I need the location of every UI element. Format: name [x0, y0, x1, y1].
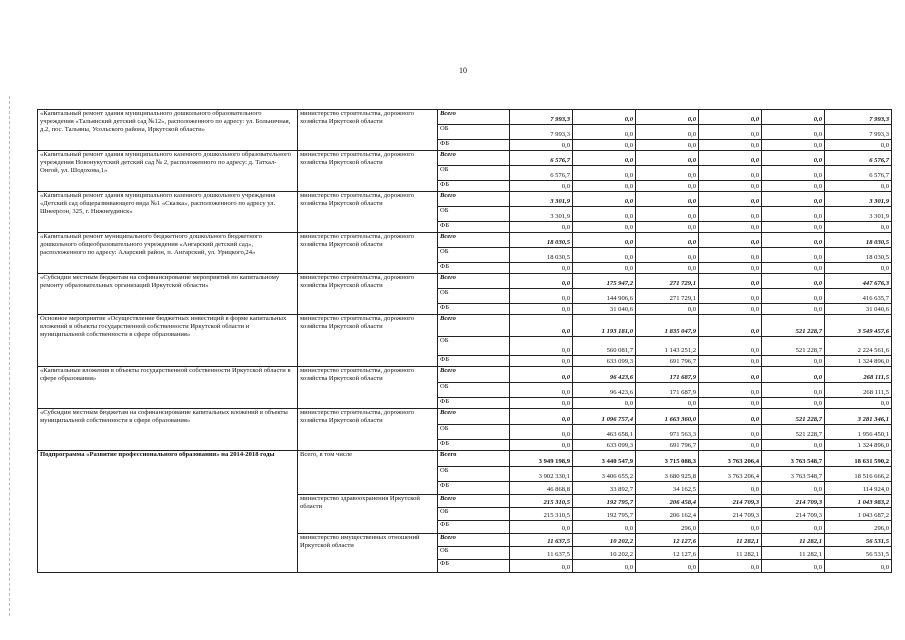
activity-name: «Капитальный ремонт здания муниципального казенного дошкольного учреждения «Детский сад общеразвивающего вида №1 «Сказка», расположенного по адресу ул. Шнеерсон, 325, г. Нижнеудинск» [38, 192, 298, 233]
source-cell: ФБ [438, 440, 510, 451]
value-cell: 691 796,7 [636, 356, 699, 367]
value-cell: 463 658,1 [573, 425, 636, 440]
value-cell: 0,0 [573, 560, 636, 573]
value-cell: 0,0 [573, 140, 636, 151]
value-cell: 0,0 [699, 263, 762, 274]
value-cell: 0,0 [699, 315, 762, 337]
value-cell: 0,0 [699, 125, 762, 140]
value-cell: 0,0 [573, 110, 636, 125]
value-cell: 12 127,6 [636, 547, 699, 560]
value-cell: 0,0 [510, 263, 573, 274]
value-cell: 31 040,6 [573, 304, 636, 315]
value-cell: 0,0 [636, 263, 699, 274]
table-row [38, 151, 892, 166]
source-cell: ФБ [438, 140, 510, 151]
value-cell: 10 202,2 [573, 534, 636, 547]
value-cell: 3 763 548,7 [762, 451, 825, 467]
value-cell: 0,0 [636, 181, 699, 192]
value-cell: 0,0 [636, 222, 699, 233]
value-cell: 0,0 [636, 151, 699, 166]
value-cell: 0,0 [636, 248, 699, 263]
responsible-executor: министерство строительства, дорожного хозяйства Иркутской области [298, 151, 438, 192]
value-cell: 0,0 [573, 207, 636, 222]
responsible-executor: министерство строительства, дорожного хозяйства Иркутской области [298, 367, 438, 409]
value-cell: 0,0 [573, 181, 636, 192]
value-cell: 0,0 [762, 166, 825, 181]
source-cell: ФБ [438, 521, 510, 534]
value-cell: 0,0 [510, 383, 573, 398]
responsible-executor: министерство имущественных отношений Иркутской области [298, 534, 438, 573]
value-cell: 521 228,7 [762, 315, 825, 337]
value-cell: 56 531,5 [825, 547, 892, 560]
value-cell: 416 635,7 [825, 289, 892, 304]
value-cell: 268 111,5 [825, 383, 892, 398]
value-cell: 11 637,5 [510, 547, 573, 560]
value-cell: 0,0 [636, 398, 699, 409]
source-cell: Всего [438, 495, 510, 508]
value-cell: 0,0 [636, 166, 699, 181]
table-row [38, 274, 892, 289]
value-cell: 0,0 [699, 151, 762, 166]
value-cell: 10 202,2 [573, 547, 636, 560]
value-cell: 0,0 [825, 398, 892, 409]
value-cell: 560 081,7 [573, 337, 636, 356]
value-cell: 3 763 206,4 [699, 467, 762, 482]
value-cell: 3 406 655,2 [573, 467, 636, 482]
value-cell: 18 030,5 [825, 233, 892, 248]
value-cell: 1 193 181,0 [573, 315, 636, 337]
value-cell: 0,0 [510, 425, 573, 440]
responsible-executor: министерство строительства, дорожного хозяйства Иркутской области [298, 274, 438, 315]
value-cell: 0,0 [825, 560, 892, 573]
value-cell: 0,0 [636, 110, 699, 125]
value-cell: 3 902 330,1 [510, 467, 573, 482]
value-cell: 271 729,1 [636, 274, 699, 289]
value-cell: 521 228,7 [762, 409, 825, 425]
value-cell: 1 096 757,4 [573, 409, 636, 425]
value-cell: 0,0 [573, 398, 636, 409]
value-cell: 144 906,6 [573, 289, 636, 304]
value-cell: 0,0 [762, 289, 825, 304]
source-cell: Всего [438, 315, 510, 337]
value-cell: 214 709,3 [762, 508, 825, 521]
value-cell: 633 099,3 [573, 440, 636, 451]
margin-line [9, 96, 10, 616]
value-cell: 214 709,3 [699, 508, 762, 521]
value-cell: 0,0 [636, 140, 699, 151]
value-cell: 0,0 [510, 560, 573, 573]
value-cell: 0,0 [762, 304, 825, 315]
value-cell: 171 687,9 [636, 367, 699, 383]
value-cell: 0,0 [699, 367, 762, 383]
value-cell: 0,0 [510, 181, 573, 192]
value-cell: 0,0 [762, 560, 825, 573]
value-cell: 0,0 [573, 151, 636, 166]
source-cell: ОБ [438, 467, 510, 482]
value-cell: 0,0 [573, 248, 636, 263]
source-cell: Всего [438, 367, 510, 383]
value-cell: 3 680 925,8 [636, 467, 699, 482]
responsible-executor: министерство строительства, дорожного хозяйства Иркутской области [298, 192, 438, 233]
activity-name: «Субсидии местным бюджетам на софинансирование мероприятий по капитальному ремонту образовательных организаций Иркутской области» [38, 274, 298, 315]
value-cell: 0,0 [636, 192, 699, 207]
source-cell: ОБ [438, 508, 510, 521]
value-cell: 18 030,5 [510, 248, 573, 263]
activity-name: «Капитальный ремонт муниципального бюджетного дошкольного бюджетного дошкольного общеобразовательного учреждения «Ангарский детский сад», расположенного по адресу: Аларский район, п. Ангарский, ул. Урицкого,24» [38, 233, 298, 274]
value-cell: 0,0 [699, 248, 762, 263]
value-cell: 206 162,4 [636, 508, 699, 521]
value-cell: 3 763 548,7 [762, 467, 825, 482]
value-cell: 521 228,7 [762, 425, 825, 440]
value-cell: 0,0 [762, 440, 825, 451]
source-cell: ФБ [438, 398, 510, 409]
value-cell: 0,0 [762, 192, 825, 207]
value-cell: 296,0 [636, 521, 699, 534]
table-body [38, 110, 892, 573]
source-cell: ФБ [438, 482, 510, 495]
value-cell: 214 709,3 [762, 495, 825, 508]
value-cell: 0,0 [510, 337, 573, 356]
value-cell: 0,0 [699, 560, 762, 573]
value-cell: 0,0 [636, 207, 699, 222]
value-cell: 96 423,6 [573, 367, 636, 383]
page-number: 10 [459, 66, 467, 75]
responsible-executor: министерство строительства, дорожного хозяйства Иркутской области [298, 233, 438, 274]
value-cell: 3 301,9 [825, 192, 892, 207]
value-cell: 0,0 [825, 140, 892, 151]
source-cell: ОБ [438, 166, 510, 181]
value-cell: 18 631 590,2 [825, 451, 892, 467]
activity-name: «Капитальные вложения в объекты государственной собственности Иркутской области в сфере образования» [38, 367, 298, 409]
budget-table [37, 109, 892, 573]
value-cell: 3 549 457,6 [825, 315, 892, 337]
value-cell: 2 224 561,6 [825, 337, 892, 356]
value-cell: 971 563,3 [636, 425, 699, 440]
value-cell: 11 282,1 [699, 534, 762, 547]
source-cell: Всего [438, 151, 510, 166]
source-cell: ФБ [438, 304, 510, 315]
value-cell: 0,0 [573, 222, 636, 233]
value-cell: 0,0 [762, 222, 825, 233]
value-cell: 6 576,7 [825, 166, 892, 181]
value-cell: 0,0 [762, 521, 825, 534]
value-cell: 206 458,4 [636, 495, 699, 508]
value-cell: 0,0 [825, 263, 892, 274]
value-cell: 171 687,9 [636, 383, 699, 398]
value-cell: 46 868,8 [510, 482, 573, 495]
source-cell: ОБ [438, 289, 510, 304]
value-cell: 3 763 206,4 [699, 451, 762, 467]
value-cell: 0,0 [762, 110, 825, 125]
value-cell: 1 324 896,0 [825, 356, 892, 367]
value-cell: 0,0 [825, 222, 892, 233]
value-cell: 0,0 [825, 181, 892, 192]
value-cell: 0,0 [762, 482, 825, 495]
value-cell: 0,0 [510, 315, 573, 337]
activity-name: Основное мероприятие «Осуществление бюджетных инвестиций в форме капитальных вложений в объекты государственной собственности Иркутской области и муниципальной собственности в сфере образования» [38, 315, 298, 367]
value-cell: 7 993,3 [825, 125, 892, 140]
value-cell: 0,0 [699, 337, 762, 356]
value-cell: 192 795,7 [573, 508, 636, 521]
value-cell: 1 835 047,9 [636, 315, 699, 337]
value-cell: 11 637,5 [510, 534, 573, 547]
table-row [38, 110, 892, 125]
value-cell: 1 043 983,2 [825, 495, 892, 508]
value-cell: 6 576,7 [825, 151, 892, 166]
value-cell: 0,0 [699, 166, 762, 181]
value-cell: 633 099,3 [573, 356, 636, 367]
value-cell: 7 993,3 [510, 110, 573, 125]
value-cell: 0,0 [699, 383, 762, 398]
value-cell: 0,0 [699, 440, 762, 451]
responsible-executor: министерство строительства, дорожного хозяйства Иркутской области [298, 409, 438, 451]
value-cell: 0,0 [699, 409, 762, 425]
value-cell: 0,0 [699, 521, 762, 534]
value-cell: 0,0 [573, 192, 636, 207]
responsible-executor: Всего, в том числе [298, 451, 438, 495]
value-cell: 175 947,2 [573, 274, 636, 289]
table-row [38, 409, 892, 425]
value-cell: 0,0 [510, 521, 573, 534]
value-cell: 0,0 [699, 398, 762, 409]
value-cell: 3 440 547,9 [573, 451, 636, 467]
source-cell: Всего [438, 534, 510, 547]
responsible-executor: министерство здравоохранения Иркутской области [298, 495, 438, 534]
value-cell: 0,0 [699, 274, 762, 289]
value-cell: 214 709,3 [699, 495, 762, 508]
source-cell: Всего [438, 110, 510, 125]
responsible-executor: министерство строительства, дорожного хозяйства Иркутской области [298, 110, 438, 151]
value-cell: 31 040,6 [825, 304, 892, 315]
value-cell: 0,0 [699, 482, 762, 495]
value-cell: 0,0 [762, 383, 825, 398]
table-row [38, 233, 892, 248]
value-cell: 3 301,9 [510, 207, 573, 222]
value-cell: 215 310,5 [510, 495, 573, 508]
value-cell: 0,0 [699, 222, 762, 233]
source-cell: Всего [438, 409, 510, 425]
source-cell: Всего [438, 233, 510, 248]
value-cell: 268 111,5 [825, 367, 892, 383]
source-cell: Всего [438, 192, 510, 207]
value-cell: 33 892,7 [573, 482, 636, 495]
value-cell: 0,0 [636, 125, 699, 140]
value-cell: 0,0 [699, 192, 762, 207]
value-cell: 6 576,7 [510, 151, 573, 166]
value-cell: 0,0 [699, 233, 762, 248]
value-cell: 0,0 [510, 440, 573, 451]
source-cell: ОБ [438, 337, 510, 356]
value-cell: 1 324 896,0 [825, 440, 892, 451]
source-cell: ФБ [438, 181, 510, 192]
source-cell: ОБ [438, 207, 510, 222]
value-cell: 18 516 666,2 [825, 467, 892, 482]
value-cell: 0,0 [636, 304, 699, 315]
value-cell: 0,0 [762, 248, 825, 263]
value-cell: 11 282,1 [699, 547, 762, 560]
value-cell: 0,0 [762, 233, 825, 248]
value-cell: 114 924,0 [825, 482, 892, 495]
value-cell: 0,0 [699, 356, 762, 367]
value-cell: 0,0 [762, 140, 825, 151]
value-cell: 7 993,3 [825, 110, 892, 125]
value-cell: 296,0 [825, 521, 892, 534]
value-cell: 0,0 [762, 207, 825, 222]
table-row [38, 451, 892, 467]
source-cell: ФБ [438, 560, 510, 573]
value-cell: 0,0 [762, 398, 825, 409]
value-cell: 12 127,6 [636, 534, 699, 547]
value-cell: 0,0 [510, 304, 573, 315]
source-cell: ОБ [438, 383, 510, 398]
source-cell: ОБ [438, 425, 510, 440]
value-cell: 0,0 [762, 151, 825, 166]
value-cell: 34 162,5 [636, 482, 699, 495]
value-cell: 0,0 [699, 181, 762, 192]
value-cell: 0,0 [762, 181, 825, 192]
value-cell: 691 796,7 [636, 440, 699, 451]
source-cell: ОБ [438, 125, 510, 140]
table-row [38, 315, 892, 337]
source-cell: ФБ [438, 222, 510, 233]
value-cell: 215 310,5 [510, 508, 573, 521]
value-cell: 0,0 [762, 356, 825, 367]
value-cell: 1 043 687,2 [825, 508, 892, 521]
value-cell: 0,0 [510, 409, 573, 425]
value-cell: 0,0 [573, 521, 636, 534]
value-cell: 11 282,1 [762, 534, 825, 547]
value-cell: 96 423,6 [573, 383, 636, 398]
value-cell: 0,0 [510, 274, 573, 289]
value-cell: 3 301,9 [825, 207, 892, 222]
value-cell: 0,0 [510, 222, 573, 233]
value-cell: 0,0 [699, 304, 762, 315]
value-cell: 0,0 [510, 289, 573, 304]
value-cell: 0,0 [510, 356, 573, 367]
value-cell: 3 301,9 [510, 192, 573, 207]
value-cell: 0,0 [762, 125, 825, 140]
value-cell: 56 531,5 [825, 534, 892, 547]
value-cell: 447 676,3 [825, 274, 892, 289]
value-cell: 0,0 [573, 233, 636, 248]
value-cell: 0,0 [699, 425, 762, 440]
value-cell: 0,0 [699, 289, 762, 304]
value-cell: 1 956 450,1 [825, 425, 892, 440]
value-cell: 6 576,7 [510, 166, 573, 181]
value-cell: 18 030,5 [510, 233, 573, 248]
source-cell: ФБ [438, 263, 510, 274]
source-cell: Всего [438, 451, 510, 467]
value-cell: 0,0 [699, 207, 762, 222]
value-cell: 0,0 [510, 140, 573, 151]
value-cell: 18 030,5 [825, 248, 892, 263]
value-cell: 0,0 [510, 367, 573, 383]
value-cell: 0,0 [573, 125, 636, 140]
subprogram-name: Подпрограмма «Развитие профессионального образования» на 2014-2018 годы [38, 451, 298, 573]
source-cell: ФБ [438, 356, 510, 367]
value-cell: 0,0 [636, 560, 699, 573]
source-cell: ОБ [438, 248, 510, 263]
activity-name: «Капитальный ремонт здания муниципального дошкольного образовательного учреждения «Тальянский детский сад №12», расположенного по адресу: ул. Больничная, д.2, пос. Тальяны, Усольского района, Иркутской области» [38, 110, 298, 151]
value-cell: 0,0 [636, 233, 699, 248]
value-cell: 7 993,3 [510, 125, 573, 140]
value-cell: 0,0 [573, 166, 636, 181]
value-cell: 11 282,1 [762, 547, 825, 560]
value-cell: 521 228,7 [762, 337, 825, 356]
value-cell: 0,0 [699, 110, 762, 125]
value-cell: 0,0 [573, 263, 636, 274]
value-cell: 1 143 251,2 [636, 337, 699, 356]
activity-name: «Капитальный ремонт здания муниципального казенного дошкольного образовательного учреждения Новонукутский детский сад № 2, расположенного по адресу: д. Татхал-Онгой, ул. Шодохова,1» [38, 151, 298, 192]
table-row [38, 367, 892, 383]
value-cell: 3 281 346,1 [825, 409, 892, 425]
source-cell: Всего [438, 274, 510, 289]
value-cell: 271 729,1 [636, 289, 699, 304]
table-row [38, 192, 892, 207]
responsible-executor: министерство строительства, дорожного хозяйства Иркутской области [298, 315, 438, 367]
value-cell: 3 715 088,3 [636, 451, 699, 467]
value-cell: 1 663 360,0 [636, 409, 699, 425]
value-cell: 0,0 [510, 398, 573, 409]
source-cell: ОБ [438, 547, 510, 560]
value-cell: 0,0 [762, 263, 825, 274]
activity-name: «Субсидии местным бюджетам на софинансирование капитальных вложений в объекты муниципальной собственности в сфере образования» [38, 409, 298, 451]
value-cell: 0,0 [699, 140, 762, 151]
value-cell: 0,0 [762, 367, 825, 383]
value-cell: 3 949 198,9 [510, 451, 573, 467]
value-cell: 0,0 [762, 274, 825, 289]
value-cell: 192 795,7 [573, 495, 636, 508]
